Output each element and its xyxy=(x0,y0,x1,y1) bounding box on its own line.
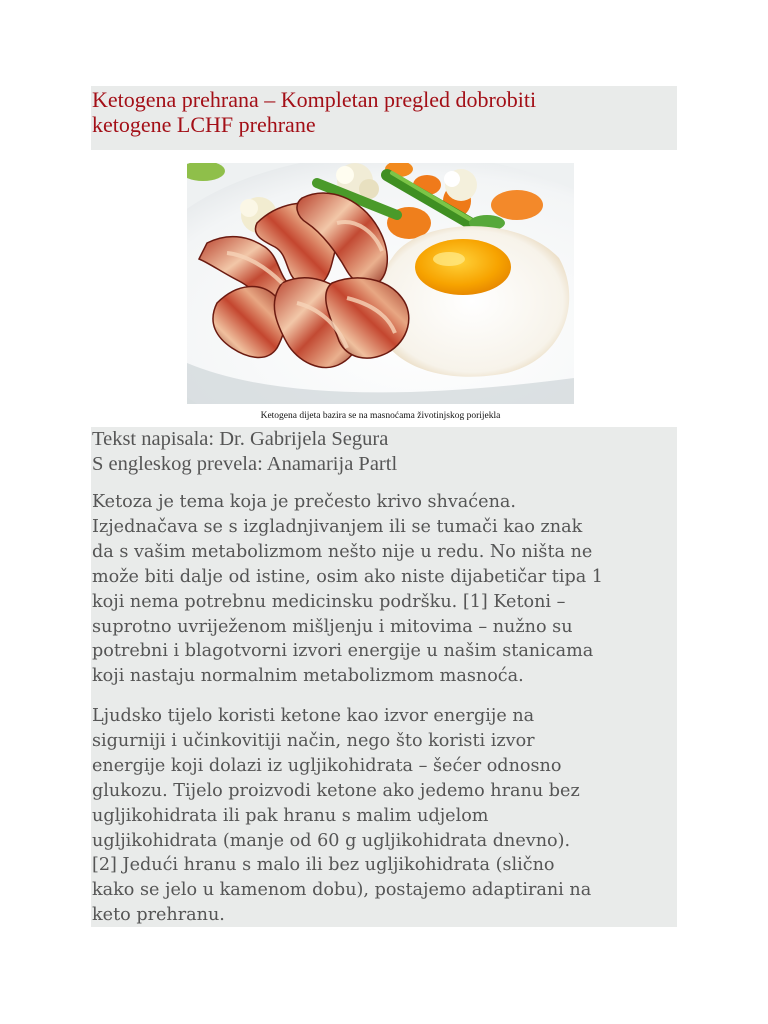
paragraph-2 xyxy=(92,704,672,928)
paragraph-line: sigurniji i učinkovitiji način, nego što koristi izvor xyxy=(92,730,535,751)
article-title-line: Ketogena prehrana – Kompletan pregled dobrobiti xyxy=(92,87,537,112)
paragraph-line: [2] Jedući hranu s malo ili bez ugljikohidrata (slično xyxy=(92,855,555,876)
article-photo-bacon-and-egg xyxy=(187,163,574,404)
translator-line: S engleskog prevela: Anamarija Partl xyxy=(92,453,398,475)
paragraph-line: ugljikohidrata ili pak hranu s malim udjelom xyxy=(92,805,489,826)
paragraph-line: koji nema potrebnu medicinsku podršku. [1] Ketoni – xyxy=(92,591,566,612)
photo-illustration xyxy=(187,163,574,404)
paragraph-line: Ljudsko tijelo koristi ketone kao izvor energije na xyxy=(92,706,535,726)
paragraph-line: energije koji dolazi iz ugljikohidrata – šećer odnosno xyxy=(92,755,562,776)
paragraph-1 xyxy=(92,490,672,689)
paragraph-line: suprotno uvriježenom mišljenju i mitovima – nužno su xyxy=(92,616,573,637)
paragraph-line: Izjednačava se s izgladnjivanjem ili se tumači kao znak xyxy=(92,516,583,537)
paragraph-line: kako se jelo u kamenom dobu), postajemo adaptirani na xyxy=(92,880,592,901)
author-line: Tekst napisala: Dr. Gabrijela Segura xyxy=(92,428,389,450)
paragraph-line: da s vašim metabolizmom nešto nije u redu. No ništa ne xyxy=(92,541,593,562)
paragraph-line: koji nastaju normalnim metabolizmom masnoća. xyxy=(92,666,524,687)
paragraph-line: Ketoza je tema koja je prečesto krivo shvaćena. xyxy=(92,492,516,512)
paragraph-line: keto prehranu. xyxy=(92,905,225,926)
article-title-line: ketogene LCHF prehrane xyxy=(92,112,316,137)
paragraph-line: glukozu. Tijelo proizvodi ketone ako jedemo hranu bez xyxy=(92,780,580,801)
image-caption: Ketogena dijeta bazira se na masnoćama životinjskog porijekla xyxy=(260,411,501,421)
paragraph-line: potrebni i blagotvorni izvori energije u našim stanicama xyxy=(92,641,594,662)
paragraph-line: može biti dalje od istine, osim ako niste dijabetičar tipa 1 xyxy=(92,566,604,587)
paragraph-line: ugljikohidrata (manje od 60 g ugljikohidrata dnevno). xyxy=(92,830,571,851)
article-title xyxy=(92,87,672,137)
byline xyxy=(92,427,672,477)
